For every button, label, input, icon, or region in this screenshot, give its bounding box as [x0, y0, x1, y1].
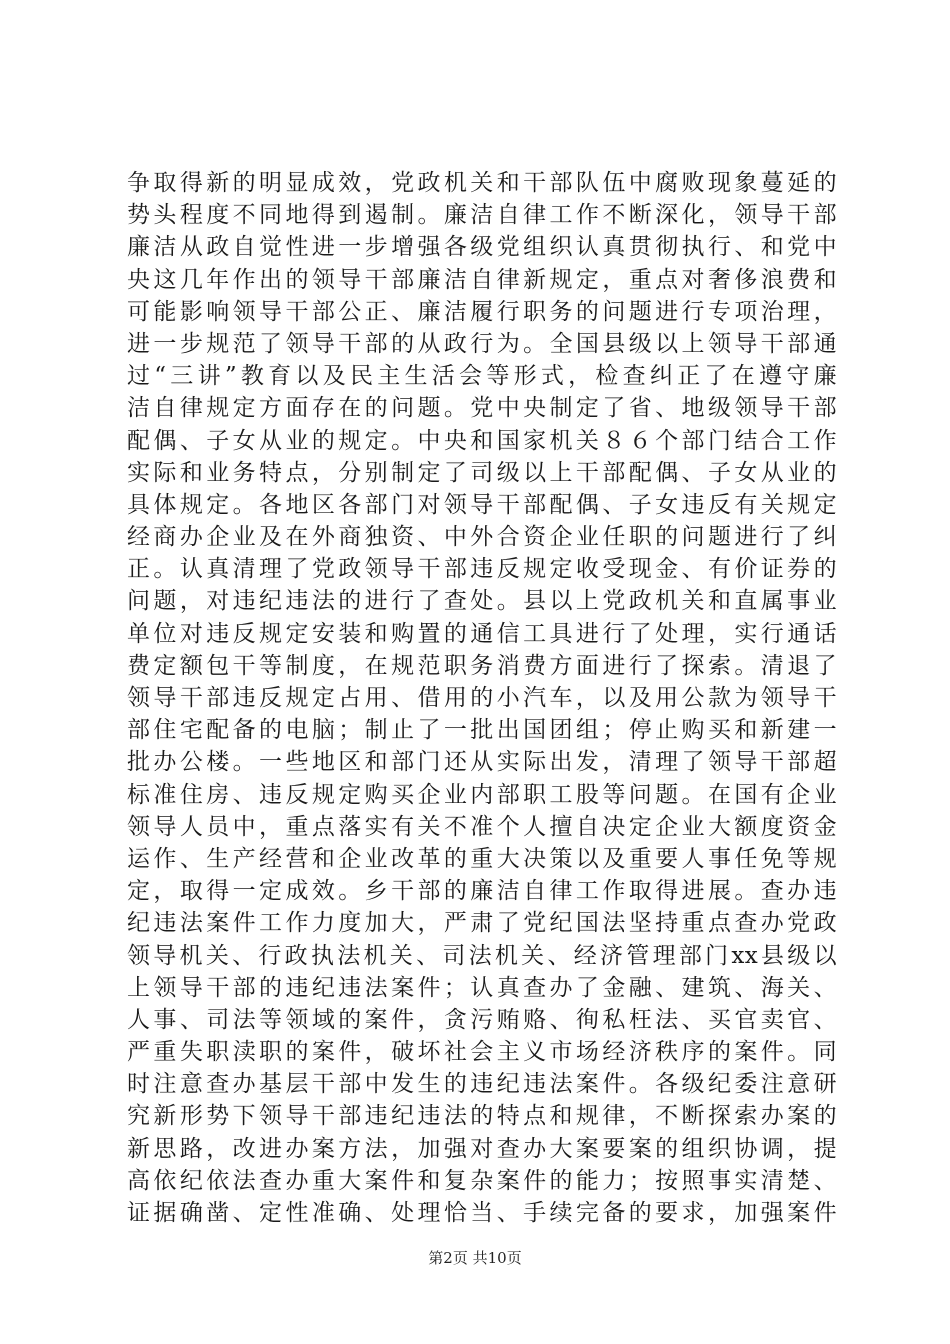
text-line: 廉洁从政自觉性进一步增强各级党组织认真贯彻执行、和党中 [127, 234, 837, 261]
text-line: 正。认真清理了党政领导干部违反规定收受现金、有价证券的 [127, 556, 837, 583]
text-line: 势头程度不同地得到遏制。廉洁自律工作不断深化，领导干部 [127, 202, 837, 229]
text-line: 定，取得一定成效。乡干部的廉洁自律工作取得进展。查办违 [127, 878, 837, 905]
text-line: 批办公楼。一些地区和部门还从实际出发，清理了领导干部超 [127, 749, 837, 776]
text-line: 纪违法案件工作力度加大，严肃了党纪国法坚持重点查办党政 [127, 910, 837, 937]
text-line: 洁自律规定方面存在的问题。党中央制定了省、地级领导干部 [127, 395, 837, 422]
text-line: 实际和业务特点，分别制定了司级以上干部配偶、子女从业的 [127, 459, 837, 486]
text-line: 高依纪依法查办重大案件和复杂案件的能力；按照事实清楚、 [127, 1167, 837, 1194]
text-line: 领导干部违反规定占用、借用的小汽车，以及用公款为领导干 [127, 685, 837, 711]
text-line: 运作、生产经营和企业改革的重大决策以及重要人事任免等规 [127, 845, 837, 872]
text-line: 领导人员中，重点落实有关不准个人擅自决定企业大额度资金 [127, 813, 837, 840]
text-line: 新思路，改进办案方法，加强对查办大案要案的组织协调，提 [127, 1135, 837, 1162]
text-line: 配偶、子女从业的规定。中央和国家机关８６个部门结合工作 [127, 427, 837, 454]
text-line: 严重失职渎职的案件，破坏社会主义市场经济秩序的案件。同 [127, 1039, 837, 1066]
text-line: 时注意查办基层干部中发生的违纪违法案件。各级纪委注意研 [127, 1071, 837, 1098]
text-line: 领导机关、行政执法机关、司法机关、经济管理部门xx县级以 [127, 942, 837, 969]
text-line: 上领导干部的违纪违法案件；认真查办了金融、建筑、海关、 [127, 974, 837, 1001]
text-line: 究新形势下领导干部违纪违法的特点和规律，不断探索办案的 [127, 1103, 837, 1130]
text-line: 央这几年作出的领导干部廉洁自律新规定，重点对奢侈浪费和 [127, 266, 837, 293]
body-text [127, 167, 837, 1229]
text-line: 部住宅配备的电脑；制止了一批出国团组；停止购买和新建一 [127, 717, 837, 744]
text-line: 争取得新的明显成效，党政机关和干部队伍中腐败现象蔓延的 [127, 170, 837, 196]
text-line: 问题，对违纪违法的进行了查处。县以上党政机关和直属事业 [127, 588, 837, 615]
text-line: 可能影响领导干部公正、廉洁履行职务的问题进行专项治理， [127, 298, 837, 325]
text-line: 进一步规范了领导干部的从政行为。全国县级以上领导干部通 [127, 330, 837, 357]
text-line: 过“三讲”教育以及民主生活会等形式，检查纠正了在遵守廉 [127, 363, 837, 390]
text-line: 单位对违反规定安装和购置的通信工具进行了处理，实行通话 [127, 620, 837, 647]
text-line: 费定额包干等制度，在规范职务消费方面进行了探索。清退了 [127, 652, 837, 679]
text-line: 证据确凿、定性准确、处理恰当、手续完备的要求，加强案件 [127, 1200, 837, 1226]
text-line: 具体规定。各地区各部门对领导干部配偶、子女违反有关规定 [127, 491, 837, 518]
text-line: 标准住房、违反规定购买企业内部职工股等问题。在国有企业 [127, 781, 837, 808]
text-line: 经商办企业及在外商独资、中外合资企业任职的问题进行了纠 [127, 524, 837, 551]
page-footer: 第2页 共10页 [428, 1249, 522, 1267]
text-line: 人事、司法等领域的案件，贪污贿赂、徇私枉法、买官卖官、 [127, 1006, 837, 1033]
